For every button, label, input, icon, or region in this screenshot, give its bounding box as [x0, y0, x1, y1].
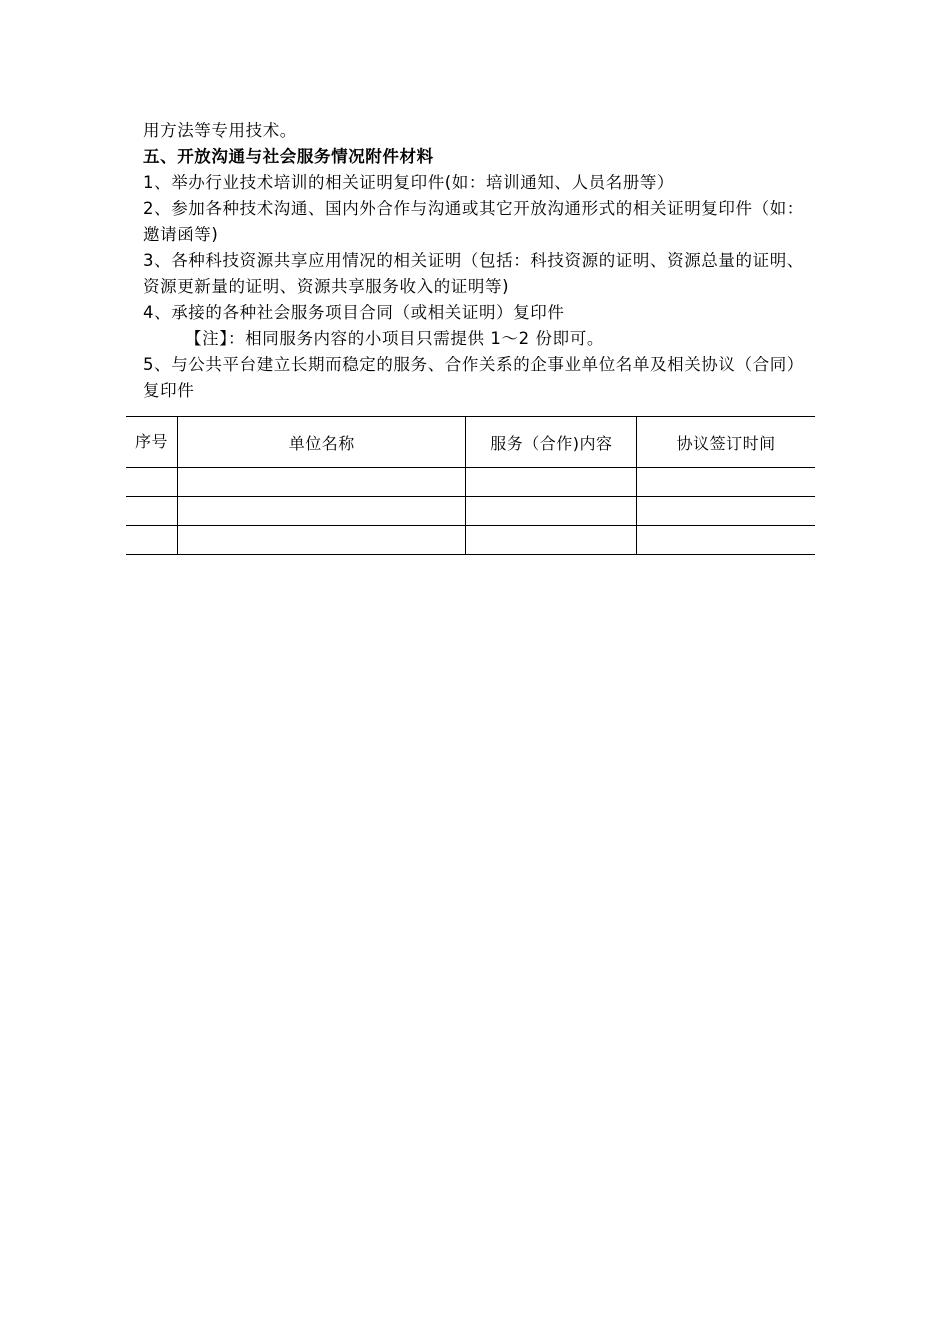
cell-name: [177, 497, 466, 526]
continuation-text: 用方法等专用技术。: [143, 121, 297, 140]
table-row: [126, 497, 815, 526]
section-heading: 五、开放沟通与社会服务情况附件材料: [143, 147, 434, 166]
list-item-4: 4、承接的各种社会服务项目合同（或相关证明）复印件: [143, 303, 565, 322]
header-name: 单位名称: [177, 417, 466, 468]
header-seq: 序号: [126, 417, 177, 468]
cell-seq: [126, 497, 177, 526]
cell-date: [637, 497, 815, 526]
list-item-2: 2、参加各种技术沟通、国内外合作与沟通或其它开放沟通形式的相关证明复印件（如：邀请函等): [143, 199, 804, 244]
cell-name: [177, 526, 466, 555]
document-body: [143, 118, 815, 404]
cell-date: [637, 526, 815, 555]
table-row: [126, 468, 815, 497]
cell-content: [466, 526, 637, 555]
list-item-1: 1、举办行业技术培训的相关证明复印件(如：培训通知、人员名册等）: [143, 173, 675, 192]
list-item-3: 3、各种科技资源共享应用情况的相关证明（包括：科技资源的证明、资源总量的证明、资源更新量的证明、资源共享服务收入的证明等): [143, 251, 804, 296]
note-text: 【注】：相同服务内容的小项目只需提供 1～2 份即可。: [185, 329, 604, 348]
partner-table: [126, 416, 815, 555]
header-date: 协议签订时间: [637, 417, 815, 468]
cell-seq: [126, 468, 177, 497]
cell-content: [466, 468, 637, 497]
cell-name: [177, 468, 466, 497]
cell-seq: [126, 526, 177, 555]
table-row: [126, 526, 815, 555]
cell-date: [637, 468, 815, 497]
cell-content: [466, 497, 637, 526]
table-header-row: [126, 417, 815, 468]
list-item-5: 5、与公共平台建立长期而稳定的服务、合作关系的企事业单位名单及相关协议（合同）复印件: [143, 355, 804, 400]
header-content: 服务（合作)内容: [466, 417, 637, 468]
